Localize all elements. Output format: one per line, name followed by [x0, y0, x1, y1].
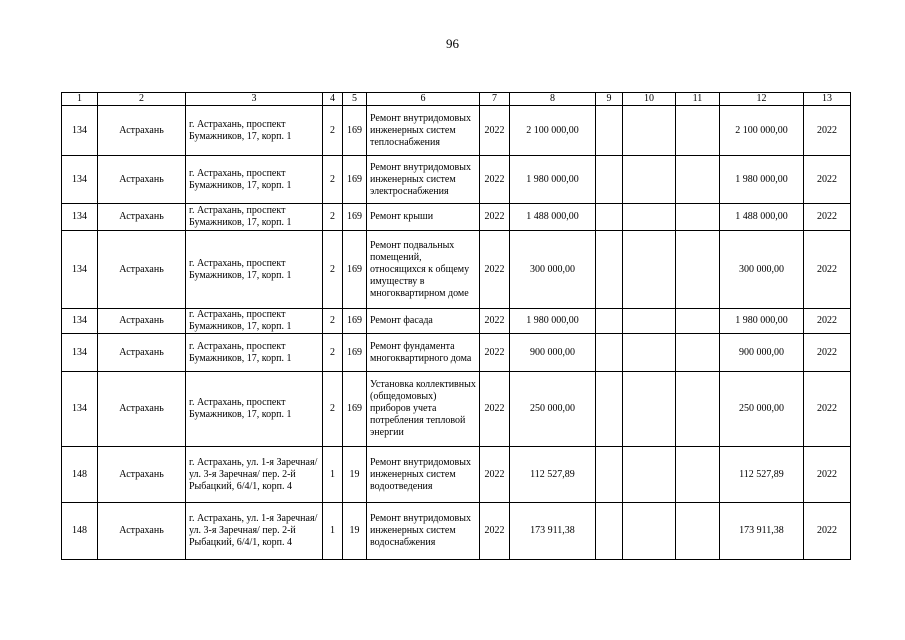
total-cost-cell: 173 911,38	[510, 503, 596, 560]
total-cost-cell: 900 000,00	[510, 334, 596, 372]
col11-cell	[676, 231, 720, 309]
col10-cell	[623, 309, 676, 334]
col9-cell	[596, 231, 623, 309]
total-cost-cell: 1 488 000,00	[510, 204, 596, 231]
col5-cell: 169	[343, 334, 367, 372]
column-header-7: 7	[480, 93, 510, 106]
table-row	[62, 106, 851, 156]
header-row	[62, 93, 851, 106]
column-header-13: 13	[804, 93, 851, 106]
city-cell: Астрахань	[98, 309, 186, 334]
year-cell: 2022	[480, 447, 510, 503]
col5-cell: 169	[343, 372, 367, 447]
city-cell: Астрахань	[98, 447, 186, 503]
row-number: 134	[62, 372, 98, 447]
table-row	[62, 204, 851, 231]
col5-cell: 19	[343, 447, 367, 503]
funding-cell: 1 488 000,00	[720, 204, 804, 231]
column-header-11: 11	[676, 93, 720, 106]
col11-cell	[676, 447, 720, 503]
col9-cell	[596, 309, 623, 334]
city-cell: Астрахань	[98, 106, 186, 156]
col5-cell: 169	[343, 309, 367, 334]
col5-cell: 169	[343, 156, 367, 204]
year-cell: 2022	[480, 106, 510, 156]
column-header-10: 10	[623, 93, 676, 106]
col11-cell	[676, 503, 720, 560]
page-number: 96	[446, 36, 459, 51]
year-cell: 2022	[480, 334, 510, 372]
col10-cell	[623, 156, 676, 204]
col4-cell: 2	[323, 156, 343, 204]
col9-cell	[596, 372, 623, 447]
row-number: 148	[62, 447, 98, 503]
address-cell: г. Астрахань, ул. 1-я Заречная/ ул. 3-я Заречная/ пер. 2-й Рыбацкий, 6/4/1, корп. 4	[186, 447, 323, 503]
year-cell: 2022	[480, 372, 510, 447]
address-cell: г. Астрахань, проспект Бумажников, 17, корп. 1	[186, 372, 323, 447]
column-header-5: 5	[343, 93, 367, 106]
column-header-4: 4	[323, 93, 343, 106]
column-header-8: 8	[510, 93, 596, 106]
col4-cell: 2	[323, 334, 343, 372]
column-header-9: 9	[596, 93, 623, 106]
work-type-cell: Ремонт внутридомовых инженерных систем водоснабжения	[367, 503, 480, 560]
col10-cell	[623, 334, 676, 372]
address-cell: г. Астрахань, ул. 1-я Заречная/ ул. 3-я Заречная/ пер. 2-й Рыбацкий, 6/4/1, корп. 4	[186, 503, 323, 560]
total-cost-cell: 300 000,00	[510, 231, 596, 309]
completion-year-cell: 2022	[804, 231, 851, 309]
funding-cell: 250 000,00	[720, 372, 804, 447]
col9-cell	[596, 503, 623, 560]
total-cost-cell: 112 527,89	[510, 447, 596, 503]
city-cell: Астрахань	[98, 156, 186, 204]
table-row	[62, 156, 851, 204]
city-cell: Астрахань	[98, 334, 186, 372]
table-row	[62, 309, 851, 334]
address-cell: г. Астрахань, проспект Бумажников, 17, корп. 1	[186, 334, 323, 372]
column-header-12: 12	[720, 93, 804, 106]
column-header-2: 2	[98, 93, 186, 106]
col9-cell	[596, 447, 623, 503]
row-number: 134	[62, 204, 98, 231]
col10-cell	[623, 503, 676, 560]
funding-cell: 173 911,38	[720, 503, 804, 560]
year-cell: 2022	[480, 231, 510, 309]
col11-cell	[676, 106, 720, 156]
row-number: 134	[62, 231, 98, 309]
completion-year-cell: 2022	[804, 447, 851, 503]
completion-year-cell: 2022	[804, 309, 851, 334]
col11-cell	[676, 156, 720, 204]
year-cell: 2022	[480, 503, 510, 560]
col11-cell	[676, 372, 720, 447]
funding-cell: 900 000,00	[720, 334, 804, 372]
work-type-cell: Ремонт внутридомовых инженерных систем теплоснабжения	[367, 106, 480, 156]
col5-cell: 19	[343, 503, 367, 560]
col5-cell: 169	[343, 106, 367, 156]
col5-cell: 169	[343, 204, 367, 231]
work-type-cell: Установка коллективных (общедомовых) приборов учета потребления тепловой энергии	[367, 372, 480, 447]
work-type-cell: Ремонт крыши	[367, 204, 480, 231]
city-cell: Астрахань	[98, 372, 186, 447]
funding-cell: 1 980 000,00	[720, 156, 804, 204]
completion-year-cell: 2022	[804, 106, 851, 156]
completion-year-cell: 2022	[804, 372, 851, 447]
completion-year-cell: 2022	[804, 156, 851, 204]
col4-cell: 2	[323, 231, 343, 309]
col10-cell	[623, 372, 676, 447]
column-header-1: 1	[62, 93, 98, 106]
work-type-cell: Ремонт подвальных помещений, относящихся к общему имуществу в многоквартирном доме	[367, 231, 480, 309]
col4-cell: 2	[323, 309, 343, 334]
work-type-cell: Ремонт фасада	[367, 309, 480, 334]
col5-cell: 169	[343, 231, 367, 309]
col11-cell	[676, 204, 720, 231]
work-type-cell: Ремонт внутридомовых инженерных систем электроснабжения	[367, 156, 480, 204]
col9-cell	[596, 106, 623, 156]
table-row	[62, 447, 851, 503]
row-number: 134	[62, 156, 98, 204]
col9-cell	[596, 334, 623, 372]
address-cell: г. Астрахань, проспект Бумажников, 17, корп. 1	[186, 231, 323, 309]
total-cost-cell: 2 100 000,00	[510, 106, 596, 156]
work-type-cell: Ремонт фундамента многоквартирного дома	[367, 334, 480, 372]
repair-schedule-table	[61, 92, 851, 560]
city-cell: Астрахань	[98, 204, 186, 231]
address-cell: г. Астрахань, проспект Бумажников, 17, корп. 1	[186, 156, 323, 204]
col10-cell	[623, 106, 676, 156]
col4-cell: 2	[323, 372, 343, 447]
col9-cell	[596, 204, 623, 231]
row-number: 134	[62, 106, 98, 156]
col4-cell: 2	[323, 106, 343, 156]
col10-cell	[623, 447, 676, 503]
col9-cell	[596, 156, 623, 204]
funding-cell: 1 980 000,00	[720, 309, 804, 334]
work-type-cell: Ремонт внутридомовых инженерных систем водоотведения	[367, 447, 480, 503]
col4-cell: 1	[323, 447, 343, 503]
total-cost-cell: 1 980 000,00	[510, 156, 596, 204]
funding-cell: 2 100 000,00	[720, 106, 804, 156]
total-cost-cell: 250 000,00	[510, 372, 596, 447]
completion-year-cell: 2022	[804, 503, 851, 560]
table-row	[62, 334, 851, 372]
col11-cell	[676, 309, 720, 334]
address-cell: г. Астрахань, проспект Бумажников, 17, корп. 1	[186, 309, 323, 334]
col10-cell	[623, 204, 676, 231]
year-cell: 2022	[480, 309, 510, 334]
funding-cell: 300 000,00	[720, 231, 804, 309]
total-cost-cell: 1 980 000,00	[510, 309, 596, 334]
year-cell: 2022	[480, 204, 510, 231]
year-cell: 2022	[480, 156, 510, 204]
table-row	[62, 503, 851, 560]
table-row	[62, 372, 851, 447]
row-number: 134	[62, 334, 98, 372]
column-header-3: 3	[186, 93, 323, 106]
address-cell: г. Астрахань, проспект Бумажников, 17, корп. 1	[186, 106, 323, 156]
address-cell: г. Астрахань, проспект Бумажников, 17, корп. 1	[186, 204, 323, 231]
col4-cell: 2	[323, 204, 343, 231]
row-number: 134	[62, 309, 98, 334]
completion-year-cell: 2022	[804, 334, 851, 372]
row-number: 148	[62, 503, 98, 560]
table-row	[62, 231, 851, 309]
city-cell: Астрахань	[98, 231, 186, 309]
city-cell: Астрахань	[98, 503, 186, 560]
col10-cell	[623, 231, 676, 309]
completion-year-cell: 2022	[804, 204, 851, 231]
col4-cell: 1	[323, 503, 343, 560]
funding-cell: 112 527,89	[720, 447, 804, 503]
col11-cell	[676, 334, 720, 372]
column-header-6: 6	[367, 93, 480, 106]
